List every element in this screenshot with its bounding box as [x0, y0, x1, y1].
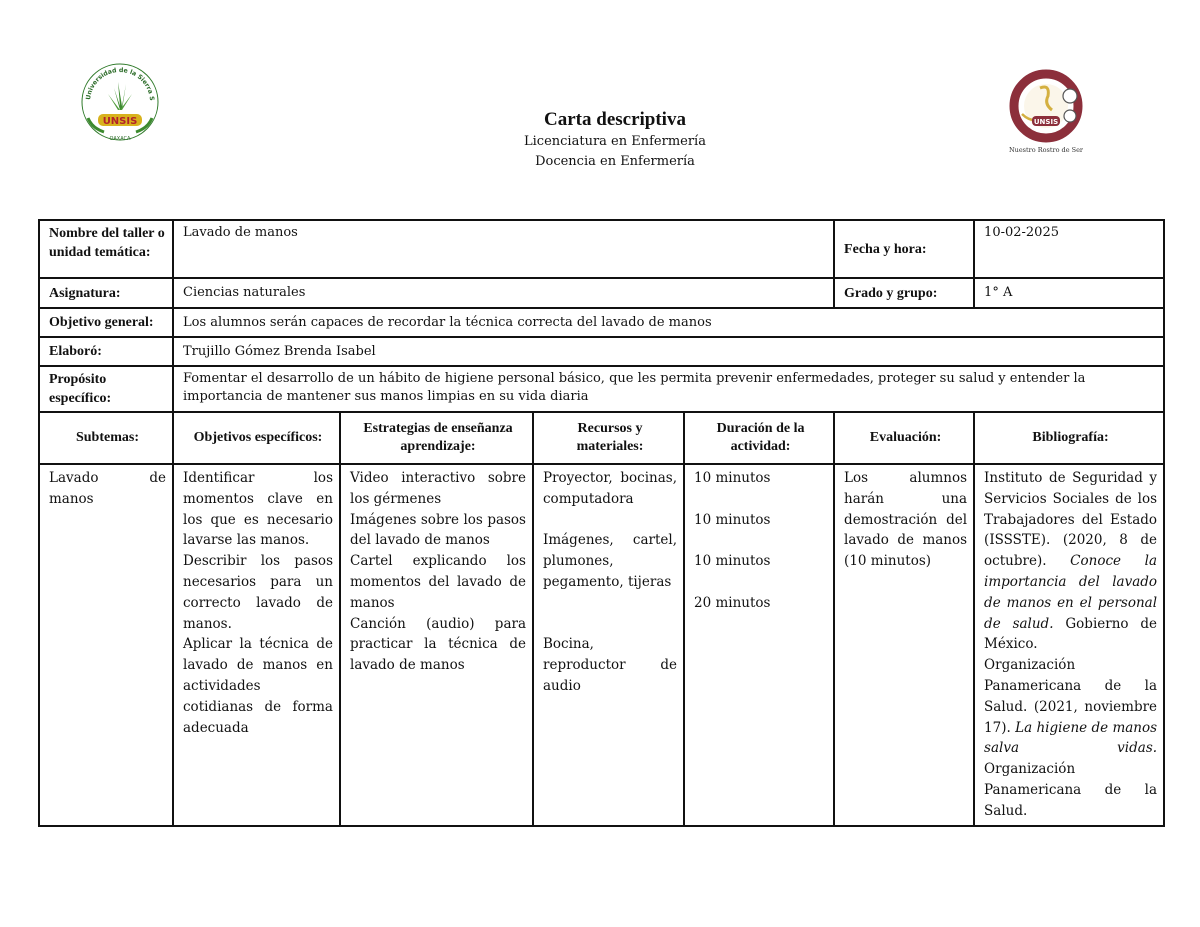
- svg-text:Nuestro Rostro de Ser: Nuestro Rostro de Ser: [1008, 146, 1084, 154]
- proposito-value: Fomentar el desarrollo de un hábito de higiene personal básico, que les permita prevenir enfermedades, proteger su salud y entender la importancia de mantener sus manos limpias en su vida diaria: [173, 366, 1164, 412]
- program-name: Licenciatura en Enfermería: [524, 134, 706, 149]
- col-header-recursos: Recursos y materiales:: [533, 412, 684, 464]
- estrategia-item: Imágenes sobre los pasos del lavado de manos: [350, 511, 526, 549]
- col-header-objetivos: Objetivos específicos:: [173, 412, 340, 464]
- fecha-value: 10-02-2025: [974, 220, 1164, 278]
- duracion-cell: [684, 464, 834, 826]
- document-header: [0, 108, 1200, 172]
- col-header-evaluacion: Evaluación:: [834, 412, 974, 464]
- objetivo-item: Identificar los momentos clave en los que es necesario lavarse las manos.: [183, 470, 333, 549]
- estrategia-item: Video interactivo sobre los gérmenes: [350, 470, 526, 507]
- document-title: Carta descriptiva: [544, 109, 686, 130]
- asignatura-value: Ciencias naturales: [173, 278, 834, 308]
- asignatura-label: Asignatura:: [39, 278, 173, 308]
- col-header-estrategias: Estrategias de enseñanza aprendizaje:: [340, 412, 533, 464]
- taller-label: Nombre del taller o unidad temática:: [39, 220, 173, 278]
- recurso-item: Proyector, bocinas, computadora: [543, 470, 677, 507]
- row-taller: [39, 220, 1164, 278]
- recurso-item: Imágenes, cartel, plumones, pegamento, tijeras: [543, 532, 677, 590]
- svg-text:OAXACA: OAXACA: [109, 136, 131, 142]
- duracion-item: 20 minutos: [694, 594, 771, 611]
- duracion-item: 10 minutos: [694, 470, 771, 486]
- grado-value: 1° A: [974, 278, 1164, 308]
- row-objetivo: [39, 308, 1164, 337]
- estrategias-cell: [340, 464, 533, 826]
- objetivos-cell: [173, 464, 340, 826]
- col-header-duracion: Duración de la actividad:: [684, 412, 834, 464]
- col-header-bibliografia: Bibliografía:: [974, 412, 1164, 464]
- elaboro-label: Elaboró:: [39, 337, 173, 366]
- svg-text:Universidad de la Sierra Sur: Universidad de la Sierra S: [85, 66, 156, 102]
- bibliografia-cell: [974, 464, 1164, 826]
- proposito-label: Propósito específico:: [39, 366, 173, 412]
- col-header-subtemas: Subtemas:: [39, 412, 173, 464]
- recursos-cell: [533, 464, 684, 826]
- carta-descriptiva-table: [38, 219, 1165, 827]
- bibliography-entry-issste: Instituto de Seguridad y Servicios Sociales de los Trabajadores del Estado (ISSSTE). (2020, 8 de octubre). Conoce la importancia del lavado de manos en el personal de salud. Gobierno de México.: [984, 470, 1158, 653]
- recurso-item: Bocina, reproductor de audio: [543, 636, 677, 694]
- duracion-item: 10 minutos: [694, 511, 771, 528]
- column-header-row: [39, 412, 1164, 464]
- elaboro-value: Trujillo Gómez Brenda Isabel: [173, 337, 1164, 366]
- content-row: [39, 464, 1164, 826]
- grado-label: Grado y grupo:: [834, 278, 974, 308]
- objetivo-item: Describir los pasos necesarios para un correcto lavado de manos.: [183, 553, 333, 632]
- row-proposito: [39, 366, 1164, 412]
- row-asignatura: [39, 278, 1164, 308]
- estrategia-item: Cartel explicando los momentos del lavado de manos: [350, 553, 526, 611]
- svg-text:UNSIS: UNSIS: [102, 116, 138, 127]
- course-name: Docencia en Enfermería: [535, 154, 695, 169]
- objetivo-value: Los alumnos serán capaces de recordar la técnica correcta del lavado de manos: [173, 308, 1164, 337]
- estrategia-item: Canción (audio) para practicar la técnica de lavado de manos: [350, 615, 526, 674]
- fecha-label: Fecha y hora:: [834, 220, 974, 278]
- taller-value: Lavado de manos: [173, 220, 834, 278]
- objetivo-label: Objetivo general:: [39, 308, 173, 337]
- duracion-item: 10 minutos: [694, 553, 771, 570]
- objetivo-item: Aplicar la técnica de lavado de manos en actividades cotidianas de forma adecuada: [183, 636, 333, 736]
- evaluacion-cell: Los alumnos harán una demostración del lavado de manos (10 minutos): [834, 464, 974, 826]
- row-elaboro: [39, 337, 1164, 366]
- subtema-cell: Lavado de manos: [39, 464, 173, 826]
- svg-text:UNSIS: UNSIS: [1033, 118, 1059, 126]
- bibliography-entry-ops: Organización Panamericana de la Salud. (2021, noviembre 17). La higiene de manos salva vidas. Organización Panamericana de la Salud.: [984, 657, 1158, 819]
